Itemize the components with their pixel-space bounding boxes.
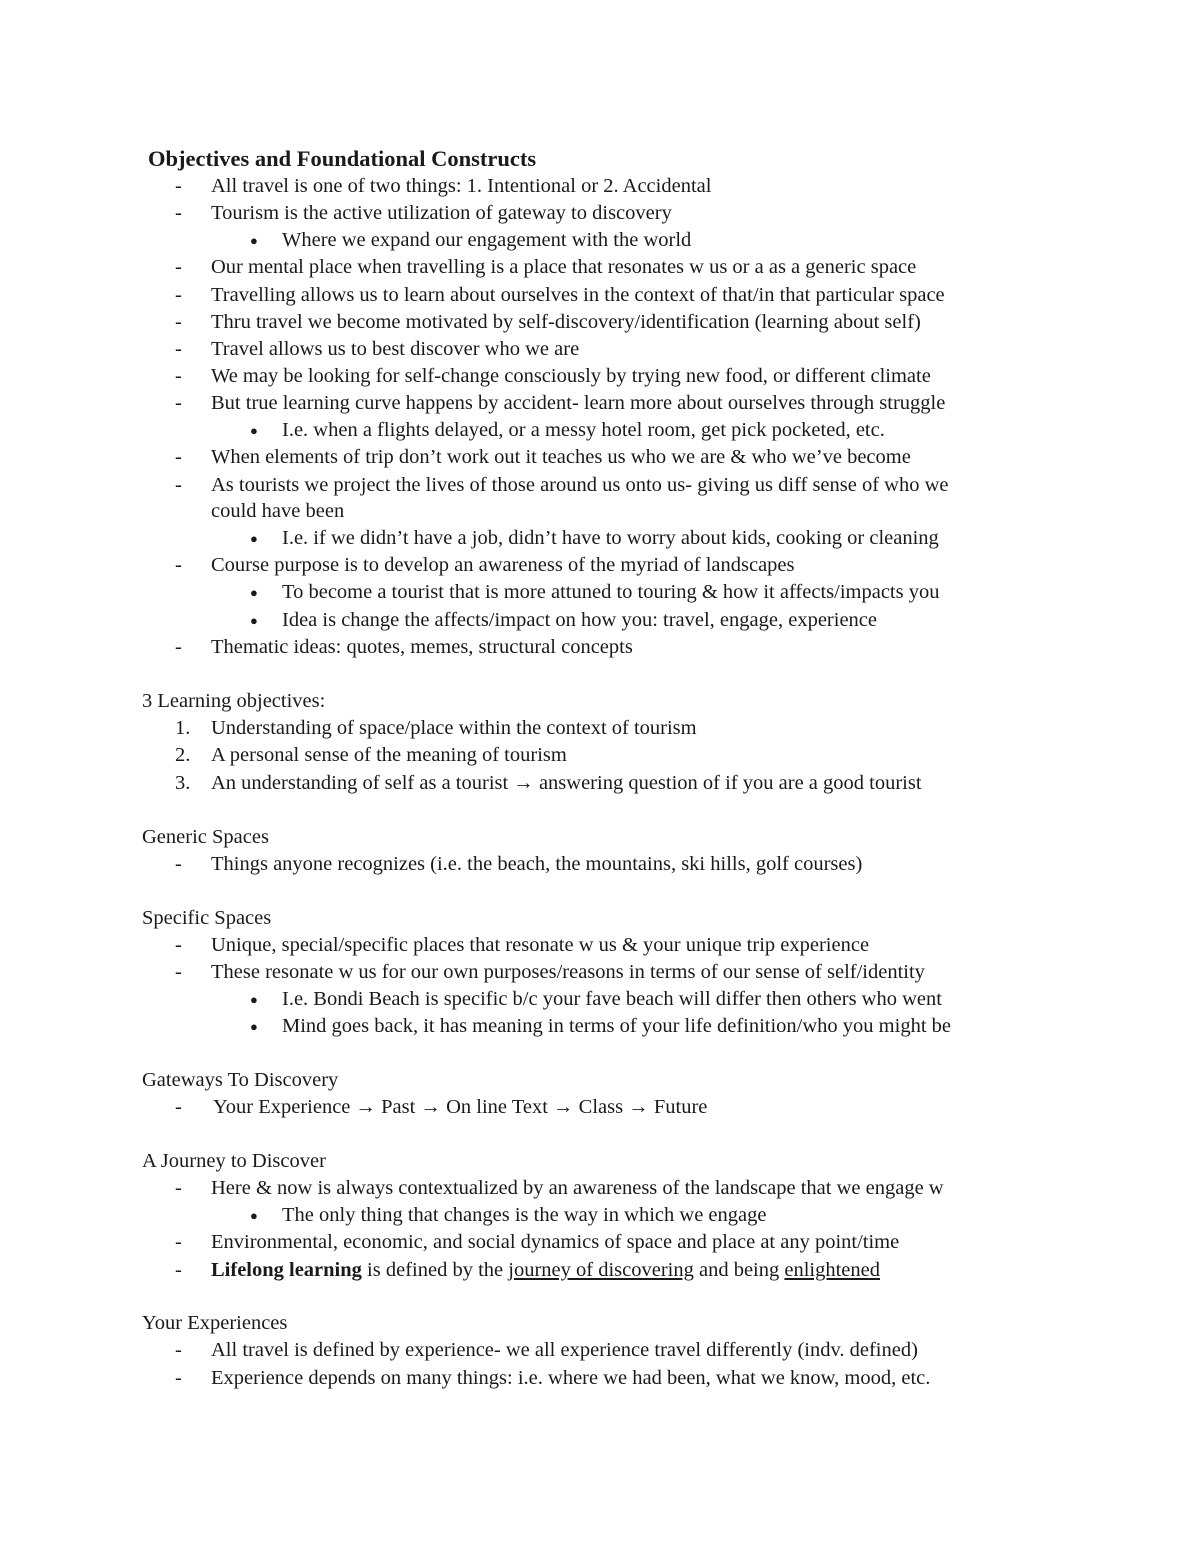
dash-marker: - xyxy=(175,1177,182,1199)
list-item-text: But true learning curve happens by accident- learn more about ourselves through struggle xyxy=(211,392,946,414)
section-heading-journey: A Journey to Discover xyxy=(142,1150,326,1172)
sub-list-item-text: I.e. when a flights delayed, or a messy hotel room, get pick pocketed, etc. xyxy=(282,419,885,441)
dash-marker: - xyxy=(175,1096,182,1118)
lifelong-text: is defined by the xyxy=(367,1259,504,1281)
bullet-icon: ● xyxy=(250,992,258,1007)
list-item-text: Things anyone recognizes (i.e. the beach, the mountains, ski hills, golf courses) xyxy=(211,853,863,875)
list-item-text: All travel is defined by experience- we all experience travel differently (indv. defined) xyxy=(211,1339,918,1361)
gateway-step: Class xyxy=(578,1096,624,1118)
bullet-icon: ● xyxy=(250,233,258,248)
list-item-text: As tourists we project the lives of those around us onto us- giving us diff sense of who we xyxy=(211,474,949,496)
list-item-text: These resonate w us for our own purposes/reasons in terms of our sense of self/identity xyxy=(211,961,925,983)
objective-text: An understanding of self as a tourist xyxy=(211,772,509,794)
section-heading-generic: Generic Spaces xyxy=(142,826,269,848)
dash-marker: - xyxy=(175,1339,182,1361)
lifelong-text: and being xyxy=(698,1259,780,1281)
sub-list-item-text: I.e. Bondi Beach is specific b/c your fave beach will differ then others who went xyxy=(282,988,942,1010)
gateway-step: Your Experience xyxy=(213,1096,351,1118)
dash-marker: - xyxy=(175,1367,182,1389)
sub-list-item-text: To become a tourist that is more attuned to touring & how it affects/impacts you xyxy=(282,581,940,603)
bullet-icon: ● xyxy=(250,423,258,438)
sub-list-item-text: The only thing that changes is the way in which we engage xyxy=(282,1204,767,1226)
item-number: 2. xyxy=(175,744,191,766)
list-item-text: Travel allows us to best discover who we are xyxy=(211,338,580,360)
list-item-text: Tourism is the active utilization of gateway to discovery xyxy=(211,202,672,224)
item-number: 1. xyxy=(175,717,191,739)
section-heading-learning: 3 Learning objectives: xyxy=(142,690,326,712)
dash-marker: - xyxy=(175,474,182,496)
dash-marker: - xyxy=(175,636,182,658)
list-item-text: Thru travel we become motivated by self-discovery/identification (learning about self) xyxy=(211,311,921,333)
arrow-icon: → xyxy=(628,1096,649,1118)
dash-marker: - xyxy=(175,284,182,306)
bullet-icon: ● xyxy=(250,531,258,546)
bullet-icon: ● xyxy=(250,585,258,600)
dash-marker: - xyxy=(175,256,182,278)
dash-marker: - xyxy=(175,175,182,197)
underlined-term: enlightened xyxy=(784,1259,881,1281)
dash-marker: - xyxy=(175,365,182,387)
dash-marker: - xyxy=(175,1231,182,1253)
gateway-step: Future xyxy=(653,1096,708,1118)
section-heading-gateways: Gateways To Discovery xyxy=(142,1069,339,1091)
objective-text-continued: answering question of if you are a good tourist xyxy=(538,772,922,794)
dash-marker: - xyxy=(175,338,182,360)
gateway-step: Past xyxy=(381,1096,416,1118)
list-item-text: Thematic ideas: quotes, memes, structural concepts xyxy=(211,636,633,658)
lifelong-learning-line xyxy=(211,1257,880,1284)
numbered-item-text: A personal sense of the meaning of tourism xyxy=(211,744,567,766)
gateway-flow xyxy=(213,1094,707,1121)
item-number: 3. xyxy=(175,772,191,794)
dash-marker: - xyxy=(175,202,182,224)
list-item-text: Course purpose is to develop an awareness of the myriad of landscapes xyxy=(211,554,795,576)
sub-list-item-text: I.e. if we didn’t have a job, didn’t have to worry about kids, cooking or cleaning xyxy=(282,527,939,549)
list-item-text: We may be looking for self-change consciously by trying new food, or different climate xyxy=(211,365,931,387)
sub-list-item-text: Mind goes back, it has meaning in terms of your life definition/who you might be xyxy=(282,1015,951,1037)
bold-term: Lifelong learning xyxy=(211,1259,362,1281)
list-item-text: Our mental place when travelling is a place that resonates w us or a as a generic space xyxy=(211,256,917,278)
section-heading-experiences: Your Experiences xyxy=(142,1312,288,1334)
dash-marker: - xyxy=(175,446,182,468)
bullet-icon: ● xyxy=(250,1208,258,1223)
arrow-icon: → xyxy=(355,1096,377,1118)
dash-marker: - xyxy=(175,853,182,875)
section-heading-specific: Specific Spaces xyxy=(142,907,272,929)
dash-marker: - xyxy=(175,392,182,414)
list-item-text: Unique, special/specific places that resonate w us & your unique trip experience xyxy=(211,934,870,956)
list-item-text: Travelling allows us to learn about ourselves in the context of that/in that particular space xyxy=(211,284,945,306)
sub-list-item-text: Idea is change the affects/impact on how you: travel, engage, experience xyxy=(282,609,878,631)
numbered-item-text: Understanding of space/place within the context of tourism xyxy=(211,717,697,739)
list-item-text: Here & now is always contextualized by an awareness of the landscape that we engage w xyxy=(211,1177,944,1199)
bullet-icon: ● xyxy=(250,613,258,628)
list-item-text-continued: could have been xyxy=(211,500,345,522)
dash-marker: - xyxy=(175,311,182,333)
gateway-step: On line Text xyxy=(446,1096,548,1118)
arrow-icon: → xyxy=(420,1096,441,1118)
dash-marker: - xyxy=(175,1259,182,1281)
dash-marker: - xyxy=(175,961,182,983)
arrow-icon: → xyxy=(553,1096,574,1118)
underlined-term: journey of discovering xyxy=(508,1259,694,1281)
dash-marker: - xyxy=(175,554,182,576)
bullet-icon: ● xyxy=(250,1019,258,1034)
list-item-text: Experience depends on many things: i.e. where we had been, what we know, mood, etc. xyxy=(211,1367,931,1389)
list-item-text: Environmental, economic, and social dynamics of space and place at any point/time xyxy=(211,1231,900,1253)
arrow-icon: → xyxy=(513,772,534,794)
dash-marker: - xyxy=(175,934,182,956)
section-title-objectives: Objectives and Foundational Constructs xyxy=(148,146,537,171)
sub-list-item-text: Where we expand our engagement with the world xyxy=(282,229,692,251)
numbered-item-text xyxy=(211,770,922,797)
list-item-text: All travel is one of two things: 1. Intentional or 2. Accidental xyxy=(211,175,712,197)
list-item-text: When elements of trip don’t work out it teaches us who we are & who we’ve become xyxy=(211,446,911,468)
